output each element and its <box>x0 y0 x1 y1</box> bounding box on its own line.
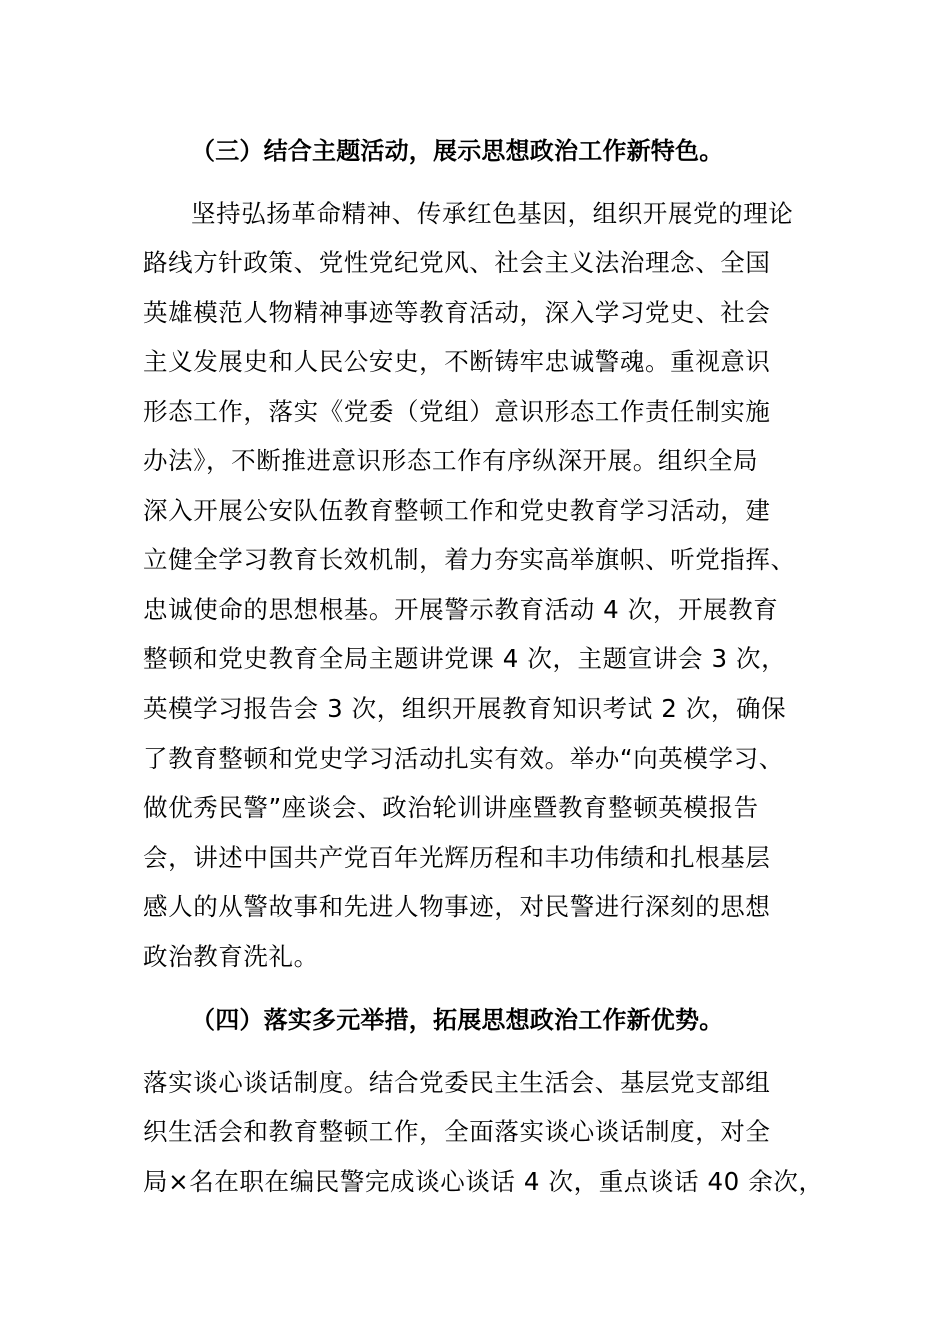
paragraph-line: 整顿和党史教育全局主题讲党课 4 次，主题宣讲会 3 次， <box>143 644 787 673</box>
paragraph-line: 路线方针政策、党性党纪党风、社会主义法治理念、全国 <box>143 248 771 277</box>
paragraph-line: 英模学习报告会 3 次，组织开展教育知识考试 2 次，确保 <box>143 694 787 723</box>
paragraph-line: 会，讲述中国共产党百年光辉历程和丰功伟绩和扎根基层 <box>143 843 771 872</box>
paragraph-line: 立健全学习教育长效机制，着力夯实高举旗帜、听党指挥、 <box>143 545 796 574</box>
paragraph-line: 感人的从警故事和先进人物事迹，对民警进行深刻的思想 <box>143 892 771 921</box>
paragraph-line: 局×名在职在编民警完成谈心谈话 4 次，重点谈话 40 余次， <box>143 1167 824 1196</box>
section-heading-3: （三）结合主题活动，展示思想政治工作新特色。 <box>191 137 724 165</box>
paragraph-line: 落实谈心谈话制度。结合党委民主生活会、基层党支部组 <box>143 1068 771 1097</box>
paragraph-line: 织生活会和教育整顿工作，全面落实谈心谈话制度，对全 <box>143 1117 771 1146</box>
paragraph-line: 形态工作，落实《党委（党组）意识形态工作责任制实施 <box>143 397 771 426</box>
paragraph-line: 了教育整顿和党史学习活动扎实有效。举办“向英模学习、 <box>143 744 784 773</box>
paragraph-line: 政治教育洗礼。 <box>143 942 319 971</box>
paragraph-line: 主义发展史和人民公安史，不断铸牢忠诚警魂。重视意识 <box>143 347 771 376</box>
paragraph-line: 办法》，不断推进意识形态工作有序纵深开展。组织全局 <box>143 446 759 475</box>
paragraph-line: 忠诚使命的思想根基。开展警示教育活动 4 次，开展教育 <box>143 595 779 624</box>
paragraph-line: 英雄模范人物精神事迹等教育活动，深入学习党史、社会 <box>143 298 771 327</box>
section-heading-4: （四）落实多元举措，拓展思想政治工作新优势。 <box>191 1006 724 1034</box>
paragraph-line: 坚持弘扬革命精神、传承红色基因，组织开展党的理论 <box>191 199 794 228</box>
paragraph-line: 深入开展公安队伍教育整顿工作和党史教育学习活动，建 <box>143 496 771 525</box>
paragraph-line: 做优秀民警”座谈会、政治轮训讲座暨教育整顿英模报告 <box>143 793 759 822</box>
